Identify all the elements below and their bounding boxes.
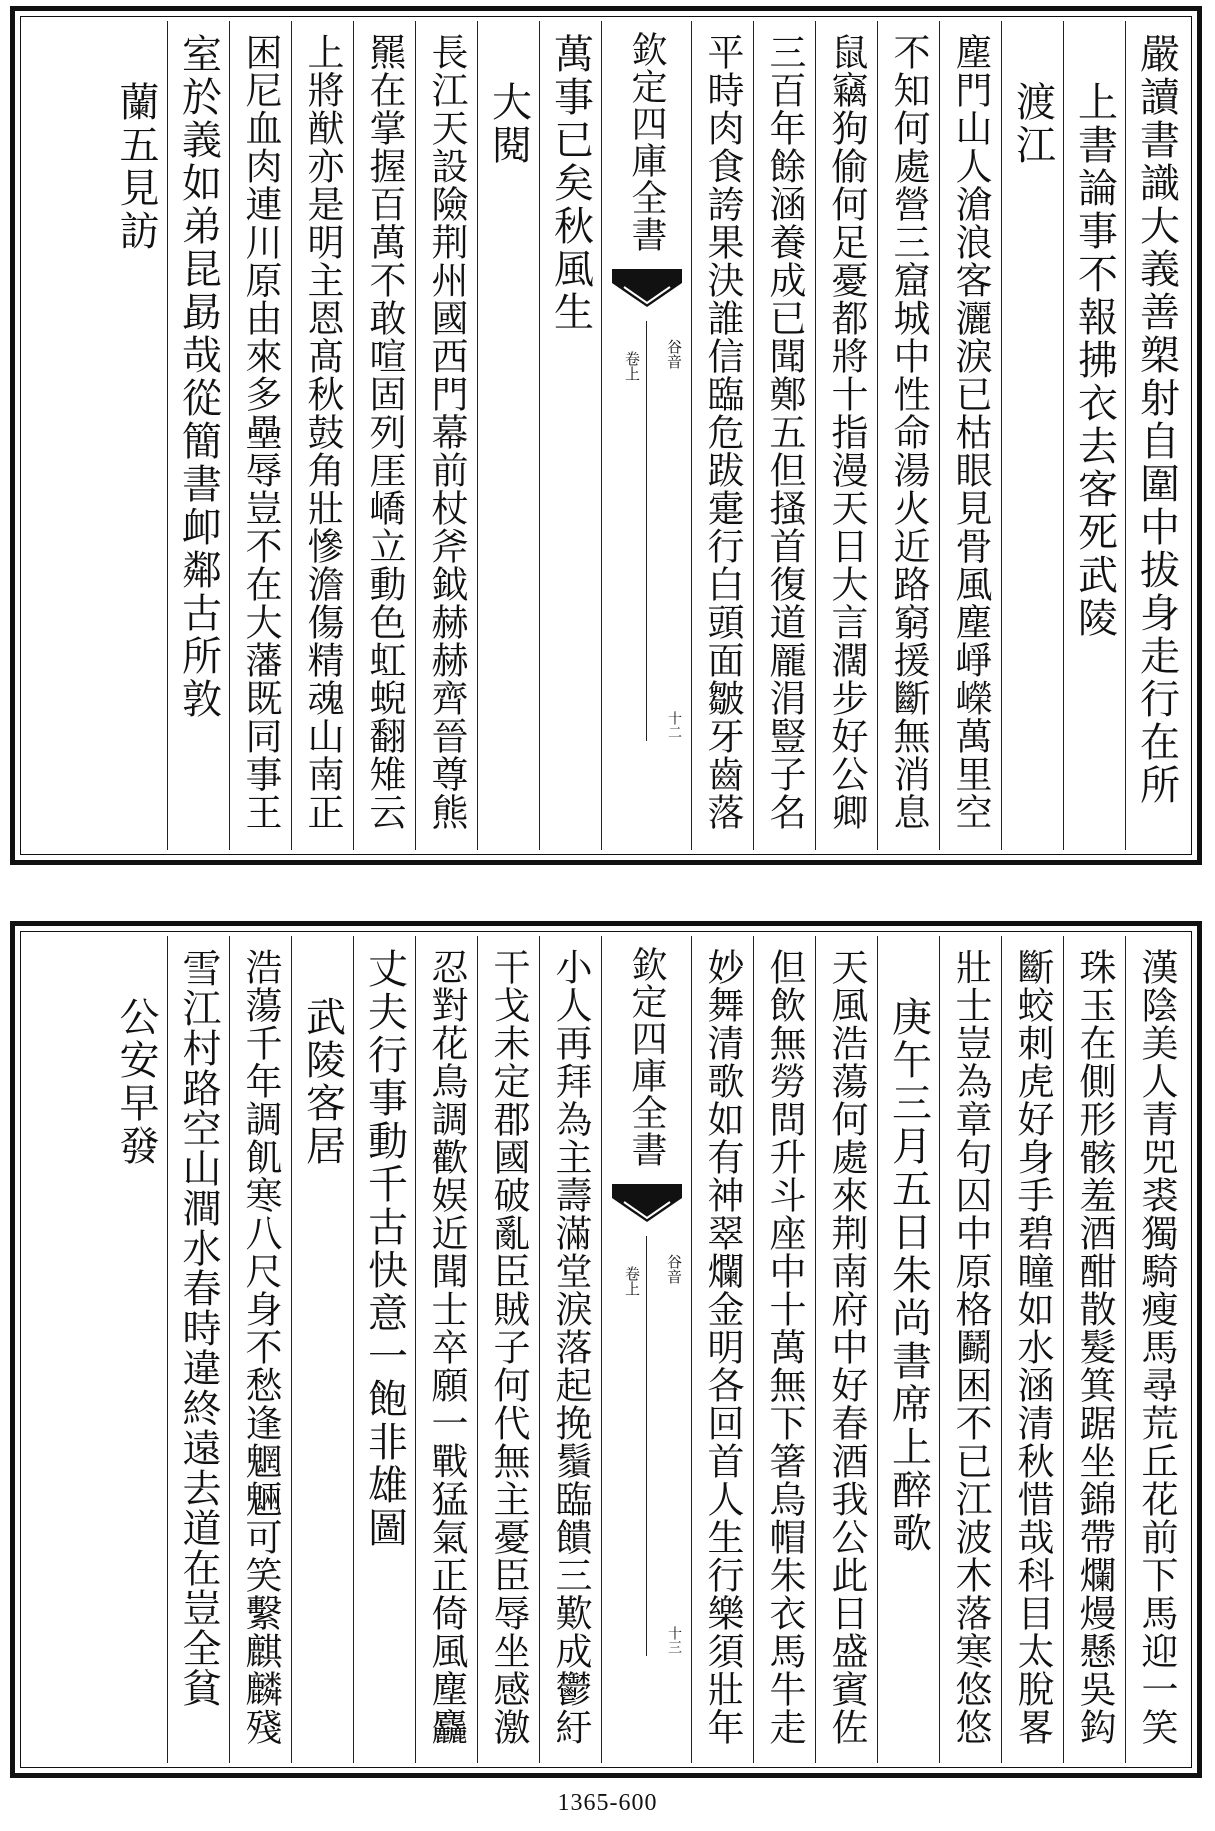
column-text: 公安早發 (113, 996, 159, 1168)
poem-title (877, 936, 939, 1763)
fold-line (646, 321, 647, 741)
column-text: 蘭五見訪 (113, 81, 159, 253)
book-name: 谷音 (665, 1254, 683, 1284)
column-text: 上將猷亦是明主恩髙秋鼓角壯慘澹傷精魂山南正 (301, 33, 344, 831)
column-text: 妙舞清歌如有神翠爛金明各回首人生行樂須壯年 (701, 948, 744, 1746)
column-text: 干戈未定郡國破亂臣賊子何代無主憂臣辱坐感激 (487, 948, 530, 1746)
column-text: 鼠竊狗偷何足憂都將十指漫天日大言濶步好公卿 (825, 33, 868, 831)
text-column (167, 936, 229, 1763)
text-column (939, 936, 1001, 1763)
text-column (1001, 936, 1063, 1763)
text-column (539, 936, 601, 1763)
column-text: 上書論事不報拂衣去客死武陵 (1071, 81, 1118, 640)
text-column (1063, 21, 1125, 850)
column-text: 不知何處營三窟城中性命湯火近路窮援斷無消息 (887, 33, 930, 831)
center-fold (601, 21, 691, 850)
book-name: 谷音 (665, 339, 683, 369)
text-column (229, 936, 291, 1763)
page-top (10, 6, 1202, 865)
book-series-title: 欽定四庫全書 (626, 946, 667, 1168)
text-column (939, 21, 1001, 850)
column-text: 武陵客居 (299, 996, 346, 1168)
text-column (167, 21, 229, 850)
text-column (753, 936, 815, 1763)
column-text: 困尼血肉連川原由來多壘辱豈不在大藩既同事王 (239, 33, 282, 831)
text-column (353, 936, 415, 1763)
column-text: 塵門山人滄浪客灑淚已枯眼見骨風塵崢嶸萬里空 (949, 33, 992, 831)
column-text: 壯士豈為章句囚中原格鬬困不已江波木落寒悠悠 (949, 948, 992, 1746)
column-text: 大閱 (485, 81, 532, 167)
column-text: 庚午三月五日朱尚書席上醉歌 (885, 996, 932, 1555)
text-column (691, 21, 753, 850)
column-text: 但飲無勞問升斗座中十萬無下箸烏帽朱衣馬牛走 (763, 948, 806, 1746)
book-series-title: 欽定四庫全書 (626, 31, 667, 253)
center-fold (601, 936, 691, 1763)
column-text: 萬事已矣秋風生 (547, 33, 594, 334)
text-column (539, 21, 601, 850)
fold-line (646, 1236, 647, 1656)
volume-label: 卷上 (623, 351, 641, 381)
text-column (1125, 936, 1187, 1763)
folio-number: 十二 (666, 711, 682, 739)
text-column (229, 21, 291, 850)
folio-number: 十三 (666, 1626, 682, 1654)
page-bottom (10, 921, 1202, 1778)
poem-title (1001, 21, 1063, 850)
text-column (415, 21, 477, 850)
poem-title (477, 21, 539, 850)
poem-title (105, 936, 167, 1763)
poem-title (105, 21, 167, 850)
column-text: 羆在掌握百萬不敢喧固列厓嶠立動色虹蜺翻雉云 (363, 33, 406, 831)
text-column (1125, 21, 1187, 850)
text-column (691, 936, 753, 1763)
column-text: 丈夫行事動千古快意一飽非雄圖 (361, 948, 408, 1550)
column-text: 平時肉食誇果決誰信臨危跋疐行白頭面皺牙齒落 (701, 33, 744, 831)
column-text: 三百年餘涵養成已聞鄭五但搔首復道龎涓豎子名 (763, 33, 806, 831)
text-column (877, 21, 939, 850)
text-column (291, 21, 353, 850)
column-text: 長江天設險荆州國西門幕前杖斧鉞赫赫齊晉尊熊 (425, 33, 468, 831)
column-text: 珠玉在側形骸羞酒酣散髮箕踞坐錦帶爛熳懸吳鈎 (1073, 948, 1116, 1746)
text-column (477, 936, 539, 1763)
text-column (353, 21, 415, 850)
column-text: 小人再拜為主壽滿堂淚落起挽鬚臨饋三歎成鬱紆 (549, 948, 592, 1746)
columns-top (25, 21, 1187, 850)
columns-bottom (25, 936, 1187, 1763)
column-text: 天風浩蕩何處來荆南府中好春酒我公此日盛賓佐 (825, 948, 868, 1746)
text-column (753, 21, 815, 850)
page-reference-number: 1365-600 (557, 1790, 658, 1816)
text-column (1063, 936, 1125, 1763)
fishtail-mark-icon (612, 1184, 682, 1228)
column-text: 浩蕩千年調飢寒八尺身不愁逢魍魎可笑繫麒麟殘 (239, 948, 282, 1746)
text-column (815, 21, 877, 850)
fishtail-mark-icon (612, 269, 682, 313)
column-text: 嚴讀書識大義善槊射自圍中拔身走行在所 (1133, 33, 1180, 807)
column-text: 渡江 (1009, 81, 1056, 167)
column-text: 漢陰美人青兕裘獨騎瘦馬尋荒丘花前下馬迎一笑 (1135, 948, 1178, 1746)
text-column (815, 936, 877, 1763)
column-text: 室於義如弟昆勗哉從簡書卹鄰古所敦 (175, 33, 222, 721)
column-text: 忍對花鳥調歡娱近聞士卒願一戰猛氣正倚風塵麤 (425, 948, 468, 1746)
poem-title (291, 936, 353, 1763)
column-text: 斷蛟刺虎好身手碧瞳如水涵清秋惜哉科目太脫畧 (1011, 948, 1054, 1746)
column-text: 雪江村路空山澗水春時違終遠去道在豈全貧 (176, 948, 221, 1708)
text-column (415, 936, 477, 1763)
volume-label: 卷上 (623, 1266, 641, 1296)
